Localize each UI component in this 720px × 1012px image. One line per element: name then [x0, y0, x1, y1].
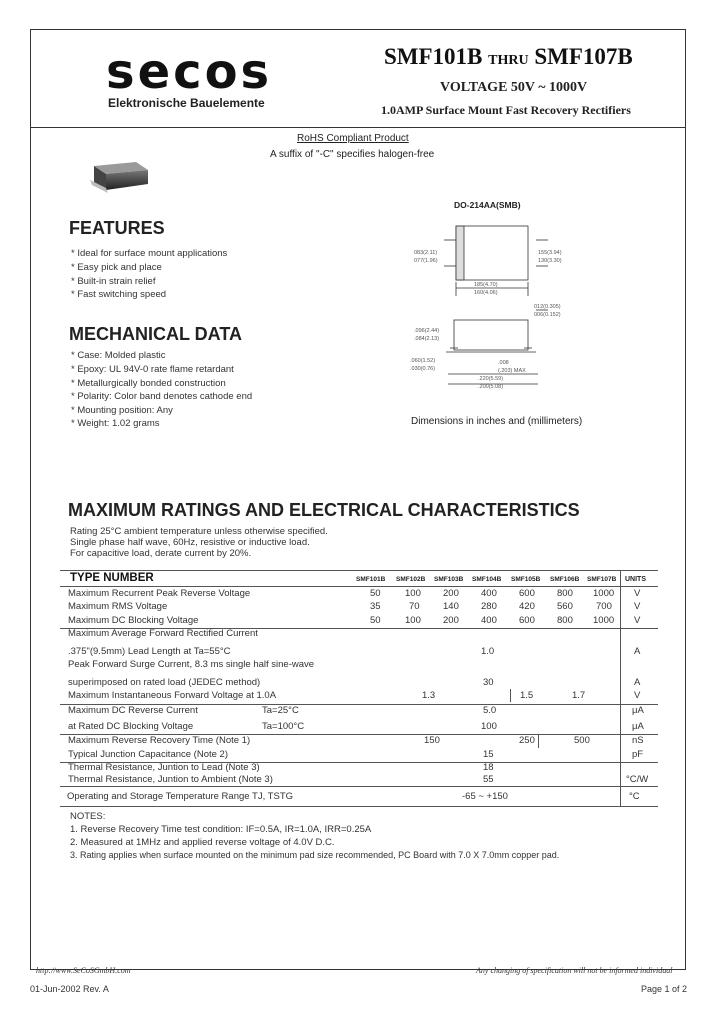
cell-unit: °C	[629, 791, 640, 802]
dimension-label: .220(5.59)	[478, 376, 504, 382]
mechanical-item: * Polarity: Color band denotes cathode end	[71, 391, 253, 402]
cell-value: 5.0	[483, 705, 497, 716]
row-label: Peak Forward Surge Current, 8.3 ms single half sine-wave	[68, 659, 315, 670]
cell-unit: V	[634, 601, 641, 612]
feature-item: * Ideal for surface mount applications	[71, 248, 228, 259]
voltage-range: VOLTAGE 50V ~ 1000V	[440, 80, 588, 95]
table-border	[60, 786, 658, 787]
cell-value: 18	[483, 762, 494, 773]
package-name: DO-214AA(SMB)	[454, 200, 521, 210]
cell-value: 100	[405, 615, 421, 626]
cell-value: 140	[443, 601, 459, 612]
feature-item: * Built-in strain relief	[71, 276, 156, 287]
dimension-label: 185(4.70)	[474, 282, 498, 288]
dimension-label: .008	[498, 360, 509, 366]
dimension-label: .084(2.13)	[414, 336, 440, 342]
table-border	[60, 586, 658, 587]
footer-url[interactable]: http://www.SeCoSGmbH.com	[36, 966, 131, 975]
mechanical-item: * Metallurgically bonded construction	[71, 378, 226, 389]
cell-unit: V	[634, 615, 641, 626]
cell-value: 600	[519, 588, 535, 599]
cell-value: 200	[443, 588, 459, 599]
cell-value: 400	[481, 615, 497, 626]
table-border	[620, 570, 621, 806]
row-label: Maximum Instantaneous Forward Voltage at 1.0A	[68, 690, 277, 701]
mechanical-item: * Case: Molded plastic	[71, 350, 166, 361]
rohs-label: RoHS Compliant Product	[297, 133, 409, 144]
cell-value: 200	[443, 615, 459, 626]
row-label: Maximum RMS Voltage	[68, 601, 168, 612]
model-header: SMF107B	[587, 576, 617, 583]
model-header: SMF101B	[356, 576, 386, 583]
cell-value: 250	[519, 735, 535, 746]
features-title: FEATURES	[69, 218, 165, 238]
dimension-label: .030(0.76)	[410, 366, 436, 372]
dimension-label: 160(4.06)	[474, 290, 498, 296]
dimensions-caption: Dimensions in inches and (millimeters)	[411, 416, 583, 427]
cell-value: 35	[370, 601, 381, 612]
cell-value: 100	[405, 588, 421, 599]
mechanical-title: MECHANICAL DATA	[69, 324, 242, 344]
row-label: Maximum Reverse Recovery Time (Note 1)	[68, 735, 251, 746]
cell-value: 1.7	[572, 690, 586, 701]
package-drawing	[408, 212, 568, 412]
feature-item: * Easy pick and place	[71, 262, 162, 273]
notes-title: NOTES:	[70, 811, 106, 822]
cell-value: 400	[481, 588, 497, 599]
table-border	[60, 806, 658, 807]
row-label: Operating and Storage Temperature Range TJ, TSTG	[67, 791, 294, 802]
cell-value: 420	[519, 601, 535, 612]
cell-unit: V	[634, 690, 641, 701]
cell-unit: A	[634, 646, 641, 657]
row-label: .375"(9.5mm) Lead Length at Ta=55°C	[68, 646, 231, 657]
cell-value: 50	[370, 615, 381, 626]
cell-value: 15	[483, 749, 494, 760]
cell-value: 1.5	[520, 690, 534, 701]
halogen-free-note: A suffix of "-C" specifies halogen-free	[270, 149, 435, 160]
dimension-label: .096(2.44)	[414, 328, 440, 334]
dimension-label: 077(1.96)	[414, 258, 438, 264]
ratings-note: For capacitive load, derate current by 20%.	[70, 548, 252, 559]
ratings-note: Single phase half wave, 60Hz, resistive or inductive load.	[70, 537, 310, 548]
dimension-label: 006(0.152)	[534, 312, 561, 318]
document-subtitle: 1.0AMP Surface Mount Fast Recovery Rectifiers	[381, 103, 631, 117]
cell-unit: V	[634, 588, 641, 599]
model-header: SMF105B	[511, 576, 541, 583]
cell-value: 280	[481, 601, 497, 612]
cell-value: -65 ~ +150	[462, 791, 508, 802]
cell-unit: A	[634, 677, 641, 688]
cell-value: 800	[557, 615, 573, 626]
note-item: 2. Measured at 1MHz and applied reverse voltage of 4.0V D.C.	[70, 837, 335, 848]
note-item: 3. Rating applies when surface mounted on the minimum pad size recommended, PC Board with 7.0 X 7.0mm copper pad.	[70, 850, 560, 860]
cell-unit: pF	[632, 749, 644, 760]
row-condition: Ta=25°C	[262, 705, 299, 716]
title-start: SMF101B	[384, 44, 483, 69]
cell-value: 150	[424, 735, 440, 746]
header-divider	[30, 127, 686, 128]
row-label: Maximum DC Reverse Current	[68, 705, 198, 716]
cell-value: 30	[483, 677, 494, 688]
cell-unit: nS	[632, 735, 644, 746]
mechanical-item: * Weight: 1.02 grams	[71, 418, 160, 429]
cell-value: 50	[370, 588, 381, 599]
footer-date-revision: 01-Jun-2002 Rev. A	[30, 984, 109, 994]
row-label: at Rated DC Blocking Voltage	[68, 721, 194, 732]
model-header: SMF104B	[472, 576, 502, 583]
cell-value: 800	[557, 588, 573, 599]
model-header: SMF102B	[396, 576, 426, 583]
cell-unit: μA	[632, 705, 644, 716]
table-border	[538, 735, 539, 748]
table-border	[60, 570, 658, 571]
cell-value: 100	[481, 721, 497, 732]
document-title	[384, 44, 633, 70]
mechanical-item: * Mounting position: Any	[71, 405, 173, 416]
row-label: Maximum Recurrent Peak Reverse Voltage	[68, 588, 251, 599]
company-logo: secos	[106, 44, 273, 100]
cell-value: 55	[483, 774, 494, 785]
row-label: Thermal Resistance, Juntion to Lead (Note 3)	[68, 762, 260, 773]
units-header: UNITS	[625, 576, 646, 583]
dimension-label: 155(3.94)	[538, 250, 562, 256]
footer-disclaimer: Any changing of specification will not be informed individual	[476, 966, 673, 975]
model-header: SMF103B	[434, 576, 464, 583]
dimension-label: .200(5.08)	[478, 384, 504, 390]
title-thru: THRU	[488, 53, 529, 68]
cell-value: 700	[596, 601, 612, 612]
ratings-title: MAXIMUM RATINGS AND ELECTRICAL CHARACTERISTICS	[68, 500, 580, 520]
cell-value: 1000	[593, 615, 615, 626]
product-image	[86, 160, 152, 196]
note-item: 1. Reverse Recovery Time test condition: IF=0.5A, IR=1.0A, IRR=0.25A	[70, 824, 372, 835]
row-condition: Ta=100°C	[262, 721, 305, 732]
ratings-note: Rating 25°C ambient temperature unless otherwise specified.	[70, 526, 328, 537]
model-header: SMF106B	[550, 576, 580, 583]
table-border	[510, 689, 511, 702]
cell-value: 1.0	[481, 646, 495, 657]
dimension-label: (.203) MAX	[498, 368, 526, 374]
cell-value: 500	[574, 735, 590, 746]
row-label: superimposed on rated load (JEDEC method)	[68, 677, 261, 688]
dimension-label: 083(2.11)	[414, 250, 438, 256]
dimension-label: 130(3.30)	[538, 258, 562, 264]
footer-page-number: Page 1 of 2	[641, 984, 688, 994]
cell-unit: °C/W	[626, 774, 649, 785]
cell-value: 70	[409, 601, 420, 612]
mechanical-item: * Epoxy: UL 94V-0 rate flame retardant	[71, 364, 234, 375]
dimension-label: 012(0.305)	[534, 304, 561, 310]
cell-value: 1000	[593, 588, 615, 599]
cell-value: 600	[519, 615, 535, 626]
feature-item: * Fast switching speed	[71, 289, 167, 300]
row-label: Typical Junction Capacitance (Note 2)	[68, 749, 228, 760]
company-name: Elektronische Bauelemente	[108, 96, 265, 110]
row-label: Thermal Resistance, Juntion to Ambient (Note 3)	[68, 774, 273, 785]
cell-value: 560	[557, 601, 573, 612]
cell-unit: μA	[632, 721, 644, 732]
dimension-label: .060(1.52)	[410, 358, 436, 364]
type-number-header: TYPE NUMBER	[70, 572, 154, 584]
row-label: Maximum Average Forward Rectified Current	[68, 628, 258, 639]
title-end: SMF107B	[534, 44, 633, 69]
cell-value: 1.3	[422, 690, 436, 701]
row-label: Maximum DC Blocking Voltage	[68, 615, 199, 626]
